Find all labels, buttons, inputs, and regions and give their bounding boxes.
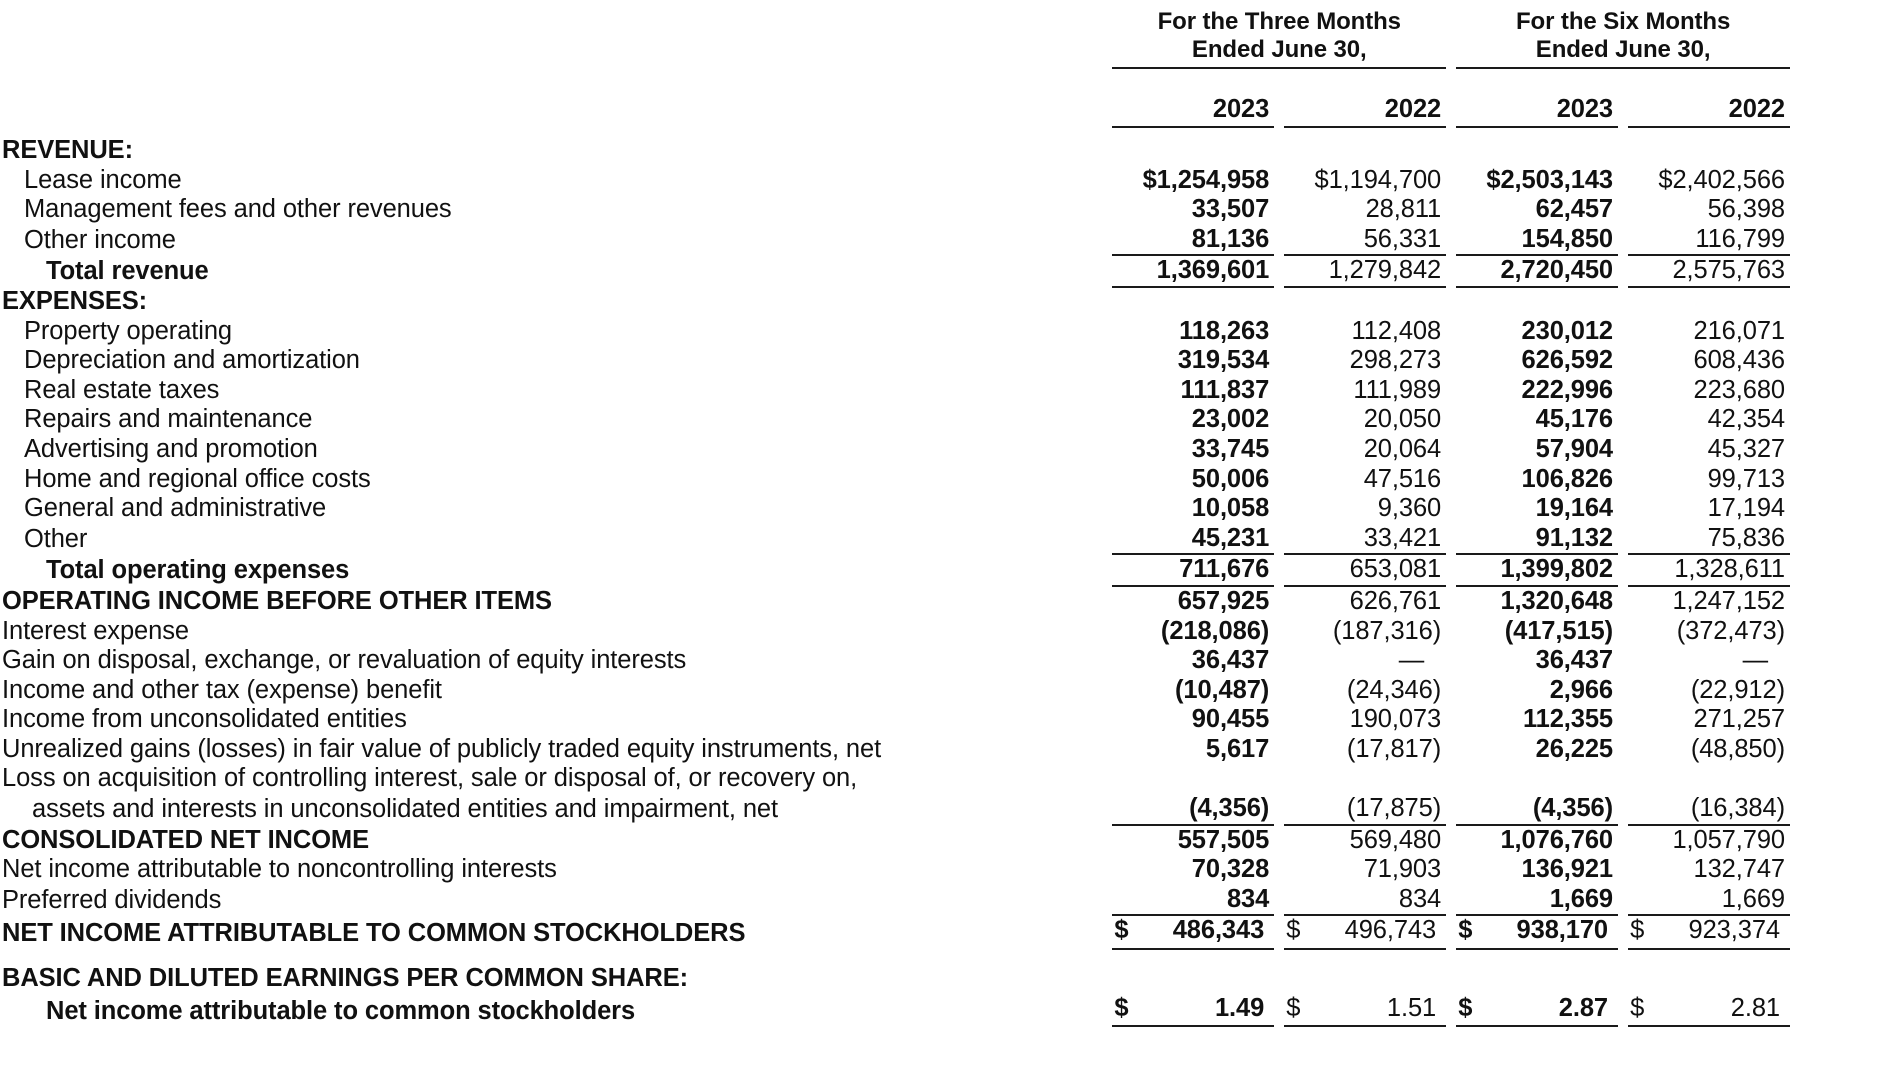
row-label-operating-income: OPERATING INCOME BEFORE OTHER ITEMS bbox=[2, 586, 552, 615]
header-six-months-line2: Ended June 30, bbox=[1535, 36, 1711, 63]
header-three-months-line1: For the Three Months bbox=[1157, 8, 1401, 35]
table-row bbox=[0, 255, 1790, 287]
currency-symbol: $ bbox=[1630, 993, 1645, 1022]
cell-repairs-h2023: 45,176 bbox=[1535, 405, 1614, 434]
row-label-ni-common: NET INCOME ATTRIBUTABLE TO COMMON STOCKHOLDERS bbox=[2, 919, 746, 948]
row-label-unconsolidated: Income from unconsolidated entities bbox=[2, 705, 407, 734]
cell-unconsolidated-h2022: 271,257 bbox=[1693, 705, 1785, 734]
cell-repairs-h2022: 42,354 bbox=[1707, 405, 1785, 434]
cell-operating-income-q2023: 657,925 bbox=[1177, 586, 1270, 615]
cell-home-office-q2022: 47,516 bbox=[1363, 464, 1442, 493]
cell-unconsolidated-q2022: 190,073 bbox=[1349, 705, 1442, 734]
cell-advertising-h2023: 57,904 bbox=[1535, 434, 1614, 463]
row-label-expenses-heading: EXPENSES: bbox=[2, 286, 148, 315]
header-year-q-2022: 2022 bbox=[1284, 95, 1446, 127]
cell-interest-expense-h2023: (417,515) bbox=[1504, 616, 1614, 645]
table-row bbox=[0, 195, 1790, 225]
cell-ni-common-q2023 bbox=[1112, 915, 1274, 949]
table-row bbox=[0, 855, 1790, 885]
cell-preferred-dividends-q2023: 834 bbox=[1112, 885, 1274, 916]
cell-other-income-h2022: 116,799 bbox=[1695, 224, 1785, 253]
table-row bbox=[0, 494, 1790, 524]
cell-other-expense-q2022: 33,421 bbox=[1363, 523, 1442, 552]
cell-loss-acq-q2023: (4,356) bbox=[1112, 794, 1274, 825]
cell-ni-common-q2022-value: 496,743 bbox=[1344, 916, 1437, 945]
cell-depreciation-q2023: 319,534 bbox=[1177, 346, 1270, 375]
table-row bbox=[0, 676, 1790, 706]
row-label-eps-common: Net income attributable to common stockholders bbox=[46, 996, 636, 1025]
table-row bbox=[0, 317, 1790, 347]
table-row bbox=[0, 136, 1790, 166]
header-bottom-spacer bbox=[0, 127, 1790, 136]
cell-consolidated-ni-q2022: 569,480 bbox=[1349, 825, 1442, 854]
cell-income-tax-h2022: (22,912) bbox=[1690, 675, 1785, 704]
table-body bbox=[0, 136, 1790, 1026]
cell-eps-q2022 bbox=[1284, 994, 1446, 1027]
table-row bbox=[0, 586, 1790, 617]
row-label-loss-acquisition-line1: Loss on acquisition of controlling interest, sale or disposal of, or recovery on, bbox=[2, 764, 858, 793]
cell-operating-income-q2022: 626,761 bbox=[1349, 586, 1442, 615]
cell-gain-disposal-q2022: — bbox=[1398, 646, 1425, 675]
cell-unrealized-h2023: 26,225 bbox=[1535, 734, 1614, 763]
row-label-income-tax: Income and other tax (expense) benefit bbox=[2, 675, 442, 704]
cell-real-estate-taxes-h2023: 222,996 bbox=[1521, 375, 1614, 404]
header-gap-2 bbox=[1446, 95, 1456, 127]
cell-lease-income-h2023: $2,503,143 bbox=[1486, 165, 1614, 194]
cell-home-office-h2022: 99,713 bbox=[1707, 464, 1785, 493]
cell-total-revenue-q2022: 1,279,842 bbox=[1284, 255, 1446, 287]
cell-eps-q2022-value: 1.51 bbox=[1386, 993, 1437, 1022]
cell-mgmt-fees-q2022: 28,811 bbox=[1365, 195, 1442, 224]
header-year-blank bbox=[0, 95, 1112, 127]
cell-unrealized-q2022: (17,817) bbox=[1346, 734, 1442, 763]
cell-ni-common-h2022-value: 923,374 bbox=[1688, 916, 1780, 945]
cell-unrealized-q2023: 5,617 bbox=[1205, 734, 1270, 763]
cell-unconsolidated-q2023: 90,455 bbox=[1191, 705, 1270, 734]
table-row bbox=[0, 705, 1790, 735]
income-statement-table bbox=[0, 8, 1790, 1027]
cell-general-admin-q2022: 9,360 bbox=[1377, 494, 1442, 523]
cell-lease-income-h2022: $2,402,566 bbox=[1658, 165, 1785, 194]
cell-loss-acq-h2022: (16,384) bbox=[1628, 794, 1790, 825]
cell-other-expense-q2023: 45,231 bbox=[1191, 523, 1270, 552]
cell-ni-common-h2022 bbox=[1628, 915, 1790, 949]
row-label-gain-disposal: Gain on disposal, exchange, or revaluation of equity interests bbox=[2, 646, 687, 675]
table-row bbox=[0, 287, 1790, 317]
cell-income-tax-q2022: (24,346) bbox=[1346, 675, 1442, 704]
cell-consolidated-ni-h2022: 1,057,790 bbox=[1672, 825, 1785, 854]
cell-home-office-q2023: 50,006 bbox=[1191, 464, 1270, 493]
currency-symbol: $ bbox=[1114, 916, 1129, 945]
cell-depreciation-h2022: 608,436 bbox=[1693, 346, 1785, 375]
cell-property-operating-q2022: 112,408 bbox=[1351, 316, 1442, 345]
cell-home-office-h2023: 106,826 bbox=[1521, 464, 1614, 493]
row-label-depreciation: Depreciation and amortization bbox=[24, 346, 360, 375]
cell-depreciation-h2023: 626,592 bbox=[1521, 346, 1614, 375]
cell-general-admin-h2022: 17,194 bbox=[1707, 494, 1785, 523]
cell-mgmt-fees-h2022: 56,398 bbox=[1707, 195, 1785, 224]
table-row bbox=[0, 524, 1790, 555]
cell-real-estate-taxes-q2023: 111,837 bbox=[1180, 375, 1270, 404]
cell-eps-h2022 bbox=[1628, 994, 1790, 1027]
table-header bbox=[0, 8, 1790, 136]
cell-advertising-q2023: 33,745 bbox=[1191, 434, 1270, 463]
header-three-months-line2: Ended June 30, bbox=[1191, 36, 1367, 63]
table-row bbox=[0, 465, 1790, 495]
cell-mgmt-fees-q2023: 33,507 bbox=[1191, 195, 1270, 224]
cell-advertising-h2022: 45,327 bbox=[1707, 434, 1785, 463]
cell-eps-h2023-value: 2.87 bbox=[1558, 993, 1609, 1022]
cell-ni-noncontrolling-q2022: 71,903 bbox=[1363, 855, 1442, 884]
cell-unconsolidated-h2023: 112,355 bbox=[1522, 705, 1614, 734]
row-label-other-expense: Other bbox=[24, 524, 88, 553]
cell-total-opex-h2022: 1,328,611 bbox=[1628, 554, 1790, 586]
cell-interest-expense-q2023: (218,086) bbox=[1160, 616, 1270, 645]
cell-ni-noncontrolling-h2022: 132,747 bbox=[1693, 855, 1785, 884]
cell-preferred-dividends-q2022: 834 bbox=[1284, 885, 1446, 916]
cell-real-estate-taxes-q2022: 111,989 bbox=[1353, 375, 1442, 404]
cell-property-operating-h2023: 230,012 bbox=[1521, 316, 1614, 345]
row-label-consolidated-net-income: CONSOLIDATED NET INCOME bbox=[2, 825, 369, 854]
table-row bbox=[0, 764, 1790, 794]
row-label-property-operating: Property operating bbox=[24, 316, 232, 345]
table-row bbox=[0, 405, 1790, 435]
cell-eps-h2023 bbox=[1456, 994, 1618, 1027]
row-label-eps-heading: BASIC AND DILUTED EARNINGS PER COMMON SHARE: bbox=[2, 964, 689, 993]
table-row bbox=[0, 554, 1790, 586]
row-label-repairs: Repairs and maintenance bbox=[24, 405, 313, 434]
table-row bbox=[0, 646, 1790, 676]
row-label-lease-income: Lease income bbox=[24, 165, 182, 194]
cell-loss-acq-q2022: (17,875) bbox=[1284, 794, 1446, 825]
header-spacer-row bbox=[0, 68, 1790, 95]
table-spacer-row bbox=[0, 949, 1790, 964]
row-label-interest-expense: Interest expense bbox=[2, 616, 189, 645]
table-row bbox=[0, 225, 1790, 256]
table-row bbox=[0, 825, 1790, 856]
cell-ni-common-q2023-value: 486,343 bbox=[1172, 916, 1265, 945]
cell-other-expense-h2022: 75,836 bbox=[1707, 523, 1785, 552]
cell-preferred-dividends-h2023: 1,669 bbox=[1456, 885, 1618, 916]
cell-lease-income-q2023: $1,254,958 bbox=[1142, 165, 1270, 194]
row-label-preferred-dividends: Preferred dividends bbox=[2, 885, 222, 914]
header-blank-cell bbox=[0, 8, 1112, 68]
row-label-advertising: Advertising and promotion bbox=[24, 434, 318, 463]
cell-preferred-dividends-h2022: 1,669 bbox=[1628, 885, 1790, 916]
cell-ni-noncontrolling-h2023: 136,921 bbox=[1521, 855, 1614, 884]
header-year-h-2022: 2022 bbox=[1628, 95, 1790, 127]
cell-general-admin-q2023: 10,058 bbox=[1191, 494, 1270, 523]
header-six-months-line1: For the Six Months bbox=[1516, 8, 1731, 35]
cell-real-estate-taxes-h2022: 223,680 bbox=[1693, 375, 1785, 404]
cell-consolidated-ni-q2023: 557,505 bbox=[1177, 825, 1270, 854]
cell-eps-q2023-value: 1.49 bbox=[1214, 993, 1265, 1022]
header-six-months bbox=[1456, 8, 1790, 68]
cell-total-revenue-q2023: 1,369,601 bbox=[1112, 255, 1274, 287]
table-row bbox=[0, 994, 1790, 1027]
table-row bbox=[0, 915, 1790, 949]
row-label-total-opex: Total operating expenses bbox=[46, 556, 350, 585]
cell-ni-common-h2023-value: 938,170 bbox=[1516, 916, 1609, 945]
table-row bbox=[0, 376, 1790, 406]
table-row bbox=[0, 794, 1790, 825]
row-label-total-revenue: Total revenue bbox=[46, 257, 209, 286]
row-label-ni-noncontrolling: Net income attributable to noncontrolling interests bbox=[2, 855, 557, 884]
currency-symbol: $ bbox=[1286, 993, 1301, 1022]
table-row bbox=[0, 346, 1790, 376]
cell-operating-income-h2022: 1,247,152 bbox=[1672, 586, 1785, 615]
header-gap-1 bbox=[1274, 95, 1284, 127]
table-row bbox=[0, 735, 1790, 765]
cell-ni-common-q2022 bbox=[1284, 915, 1446, 949]
cell-general-admin-h2023: 19,164 bbox=[1535, 494, 1614, 523]
header-year-h-2023: 2023 bbox=[1456, 95, 1618, 127]
cell-repairs-q2023: 23,002 bbox=[1191, 405, 1270, 434]
cell-unrealized-h2022: (48,850) bbox=[1690, 734, 1785, 763]
cell-total-opex-q2023: 711,676 bbox=[1112, 554, 1274, 586]
table-row bbox=[0, 964, 1790, 994]
table-row bbox=[0, 166, 1790, 196]
row-label-unrealized: Unrealized gains (losses) in fair value of publicly traded equity instruments, net bbox=[2, 734, 882, 763]
header-group-row bbox=[0, 8, 1790, 68]
cell-interest-expense-h2022: (372,473) bbox=[1676, 616, 1785, 645]
table-row bbox=[0, 617, 1790, 647]
cell-mgmt-fees-h2023: 62,457 bbox=[1535, 195, 1614, 224]
cell-total-opex-h2023: 1,399,802 bbox=[1456, 554, 1618, 586]
cell-income-tax-h2023: 2,966 bbox=[1549, 675, 1614, 704]
cell-operating-income-h2023: 1,320,648 bbox=[1500, 586, 1614, 615]
cell-other-income-q2023: 81,136 bbox=[1191, 224, 1270, 253]
cell-advertising-q2022: 20,064 bbox=[1363, 434, 1442, 463]
table-row bbox=[0, 435, 1790, 465]
currency-symbol: $ bbox=[1458, 993, 1473, 1022]
cell-property-operating-q2023: 118,263 bbox=[1179, 316, 1270, 345]
header-gap-3 bbox=[1618, 95, 1628, 127]
row-label-home-office: Home and regional office costs bbox=[24, 464, 371, 493]
cell-interest-expense-q2022: (187,316) bbox=[1332, 616, 1442, 645]
row-label-general-admin: General and administrative bbox=[24, 494, 327, 523]
header-group-spacer bbox=[1446, 8, 1456, 68]
cell-repairs-q2022: 20,050 bbox=[1363, 405, 1442, 434]
cell-total-revenue-h2022: 2,575,763 bbox=[1628, 255, 1790, 287]
cell-eps-h2022-value: 2.81 bbox=[1730, 993, 1780, 1022]
cell-depreciation-q2022: 298,273 bbox=[1349, 346, 1442, 375]
cell-ni-common-h2023 bbox=[1456, 915, 1618, 949]
row-label-real-estate-taxes: Real estate taxes bbox=[24, 375, 220, 404]
row-label-management-fees: Management fees and other revenues bbox=[24, 195, 452, 224]
row-label-loss-acquisition-line2: assets and interests in unconsolidated entities and impairment, net bbox=[32, 795, 778, 824]
cell-loss-acq-h2023: (4,356) bbox=[1456, 794, 1618, 825]
cell-gain-disposal-h2022: — bbox=[1742, 646, 1768, 675]
header-year-row bbox=[0, 95, 1790, 127]
cell-property-operating-h2022: 216,071 bbox=[1693, 316, 1785, 345]
row-label-other-income: Other income bbox=[24, 225, 176, 254]
header-year-q-2023: 2023 bbox=[1112, 95, 1274, 127]
cell-gain-disposal-h2023: 36,437 bbox=[1535, 646, 1614, 675]
row-label-revenue-heading: REVENUE: bbox=[2, 136, 133, 164]
cell-gain-disposal-q2023: 36,437 bbox=[1191, 646, 1270, 675]
cell-lease-income-q2022: $1,194,700 bbox=[1314, 165, 1442, 194]
cell-ni-noncontrolling-q2023: 70,328 bbox=[1191, 855, 1270, 884]
cell-consolidated-ni-h2023: 1,076,760 bbox=[1500, 825, 1614, 854]
table-row bbox=[0, 885, 1790, 916]
header-three-months bbox=[1112, 8, 1446, 68]
cell-other-expense-h2023: 91,132 bbox=[1535, 523, 1614, 552]
currency-symbol: $ bbox=[1458, 916, 1473, 945]
currency-symbol: $ bbox=[1630, 916, 1645, 945]
cell-eps-q2023 bbox=[1112, 994, 1274, 1027]
currency-symbol: $ bbox=[1286, 916, 1301, 945]
cell-other-income-h2023: 154,850 bbox=[1521, 224, 1614, 253]
cell-income-tax-q2023: (10,487) bbox=[1175, 675, 1270, 704]
currency-symbol: $ bbox=[1114, 993, 1129, 1022]
cell-total-opex-q2022: 653,081 bbox=[1284, 554, 1446, 586]
cell-total-revenue-h2023: 2,720,450 bbox=[1456, 255, 1618, 287]
cell-other-income-q2022: 56,331 bbox=[1363, 224, 1442, 253]
